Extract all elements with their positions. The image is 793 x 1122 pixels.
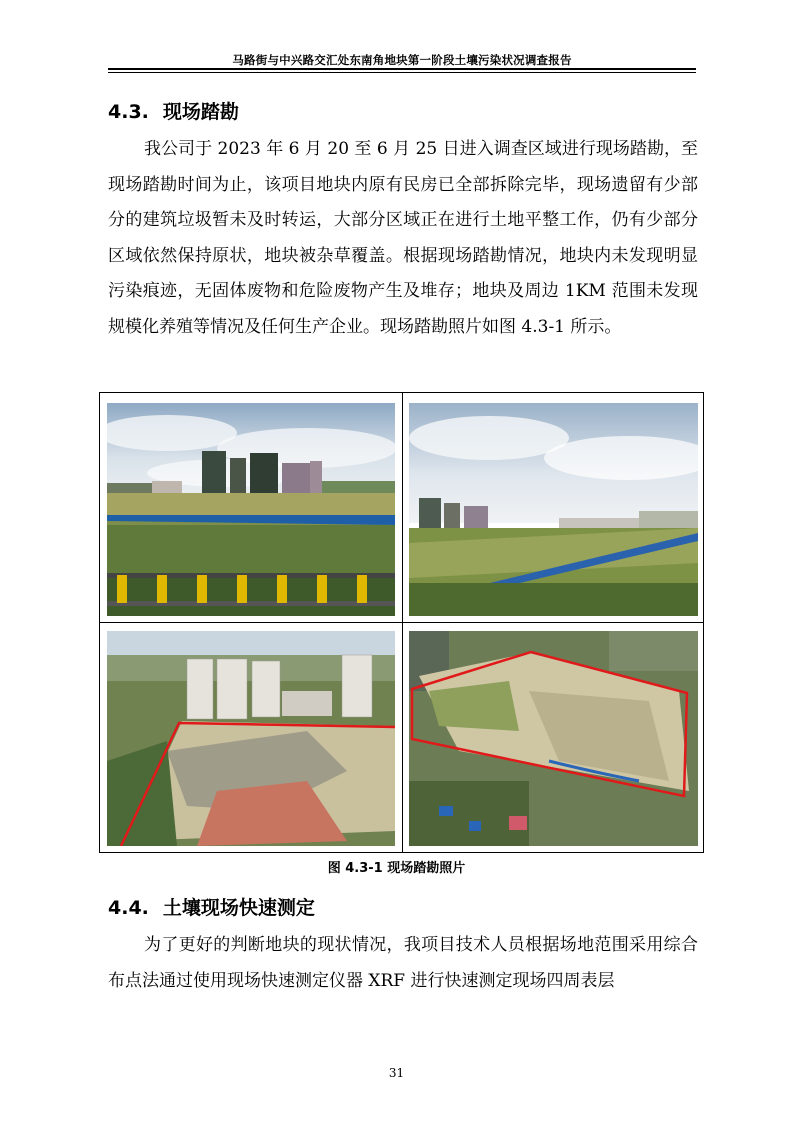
section-title: 土壤现场快速测定 [162, 897, 315, 919]
section-number: 4.3. [108, 101, 149, 123]
section-heading-4-4 [108, 893, 315, 920]
body-paragraph: 我公司于 2023 年 6 月 20 至 6 月 25 日进入调查区域进行现场踏勘，至现场踏勘时间为止，该项目地块内原有民房已全部拆除完毕，现场遗留有少部分的建筑垃圾暂未及时转运，大部分区域正在进行土地平整工作，仍有少部分区域依然保持原状，地块被杂草覆盖。根据现场踏勘情况，地块内未发现明显污染痕迹，无固体废物和危险废物产生及堆存；地块及周边 1KM 范围未发现规模化养殖等情况及任何生产企业。现场踏勘照片如图 4.3-1 所示。 [108, 139, 698, 337]
section-number: 4.4. [108, 897, 149, 919]
running-header: 马路街与中兴路交汇处东南角地块第一阶段土壤污染状况调查报告 [232, 53, 572, 67]
site-photo-aerial-1 [107, 631, 395, 846]
page-number: 31 [388, 1066, 405, 1080]
header-rule-thin [108, 72, 696, 73]
body-paragraph: 为了更好的判断地块的现状情况，我项目技术人员根据场地范围采用综合布点法通过使用现场快速测定仪器 XRF 进行快速测定现场四周表层 [108, 935, 698, 991]
site-photo-aerial-2 [409, 631, 698, 846]
section-title: 现场踏勘 [162, 101, 239, 123]
figure-caption: 图 4.3-1 现场踏勘照片 [327, 861, 466, 876]
grid-divider-horizontal [100, 622, 703, 623]
site-photo-grid [99, 392, 704, 853]
site-photo-ground-2 [409, 403, 698, 616]
section-heading-4-3 [108, 97, 239, 124]
header-rule [108, 68, 696, 70]
site-photo-ground-1 [107, 403, 395, 616]
